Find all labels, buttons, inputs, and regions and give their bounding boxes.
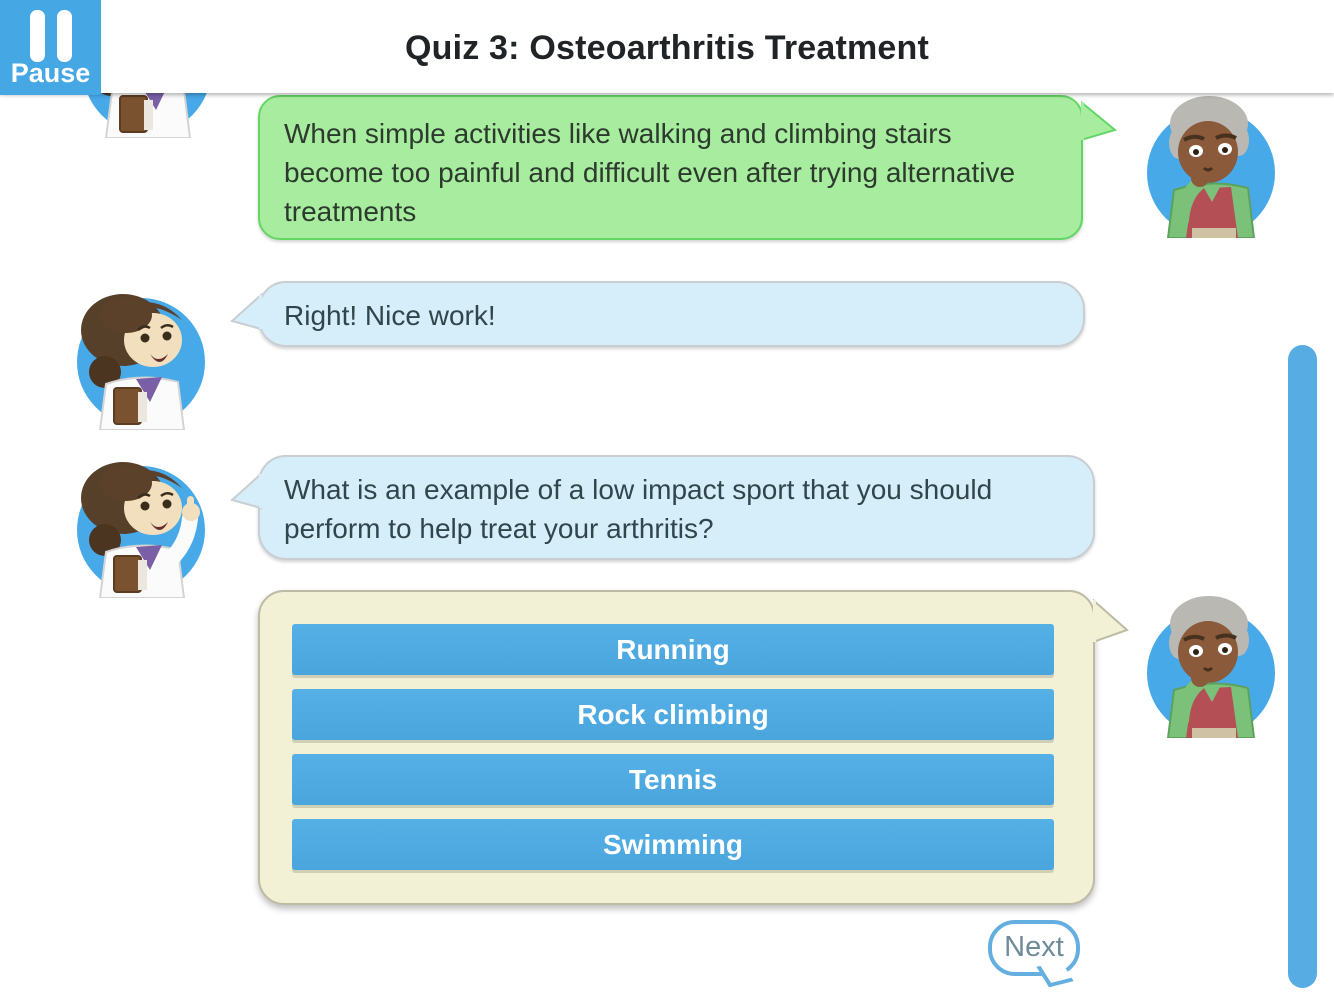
patient-answer-bubble — [258, 95, 1083, 240]
question-bubble-tail — [230, 472, 262, 514]
patient-avatar — [1136, 88, 1286, 238]
answer-button-swimming[interactable]: Swimming — [292, 819, 1054, 870]
answer-panel — [258, 590, 1095, 905]
page-title: Quiz 3: Osteoarthritis Treatment — [404, 29, 930, 67]
patient-answer-text: When simple activities like walking and climbing stairs become too painful and difficult even after trying alternative treatments — [284, 118, 1016, 227]
answer-panel-tail — [1093, 598, 1133, 646]
pause-icon — [0, 10, 101, 62]
feedback-bubble — [258, 281, 1085, 347]
feedback-bubble-tail — [230, 293, 262, 335]
patient-avatar-bottom — [1136, 588, 1286, 738]
question-bubble — [258, 455, 1095, 560]
next-button-label: Next — [1004, 931, 1064, 963]
answer-button-tennis[interactable]: Tennis — [292, 754, 1054, 805]
scrollbar-thumb[interactable] — [1288, 345, 1317, 988]
doctor-avatar-pointing — [66, 448, 216, 598]
answer-button-rock-climbing[interactable]: Rock climbing — [292, 689, 1054, 740]
answer-button-running[interactable]: Running — [292, 624, 1054, 675]
doctor-avatar — [66, 280, 216, 430]
header — [0, 0, 1334, 93]
green-bubble-tail — [1081, 100, 1119, 146]
feedback-text: Right! Nice work! — [284, 300, 496, 331]
pause-button[interactable] — [0, 0, 101, 95]
question-text: What is an example of a low impact sport that you should perform to help treat your arthritis? — [284, 474, 993, 544]
pause-button-label: Pause — [10, 58, 91, 88]
next-button[interactable] — [988, 920, 1080, 976]
